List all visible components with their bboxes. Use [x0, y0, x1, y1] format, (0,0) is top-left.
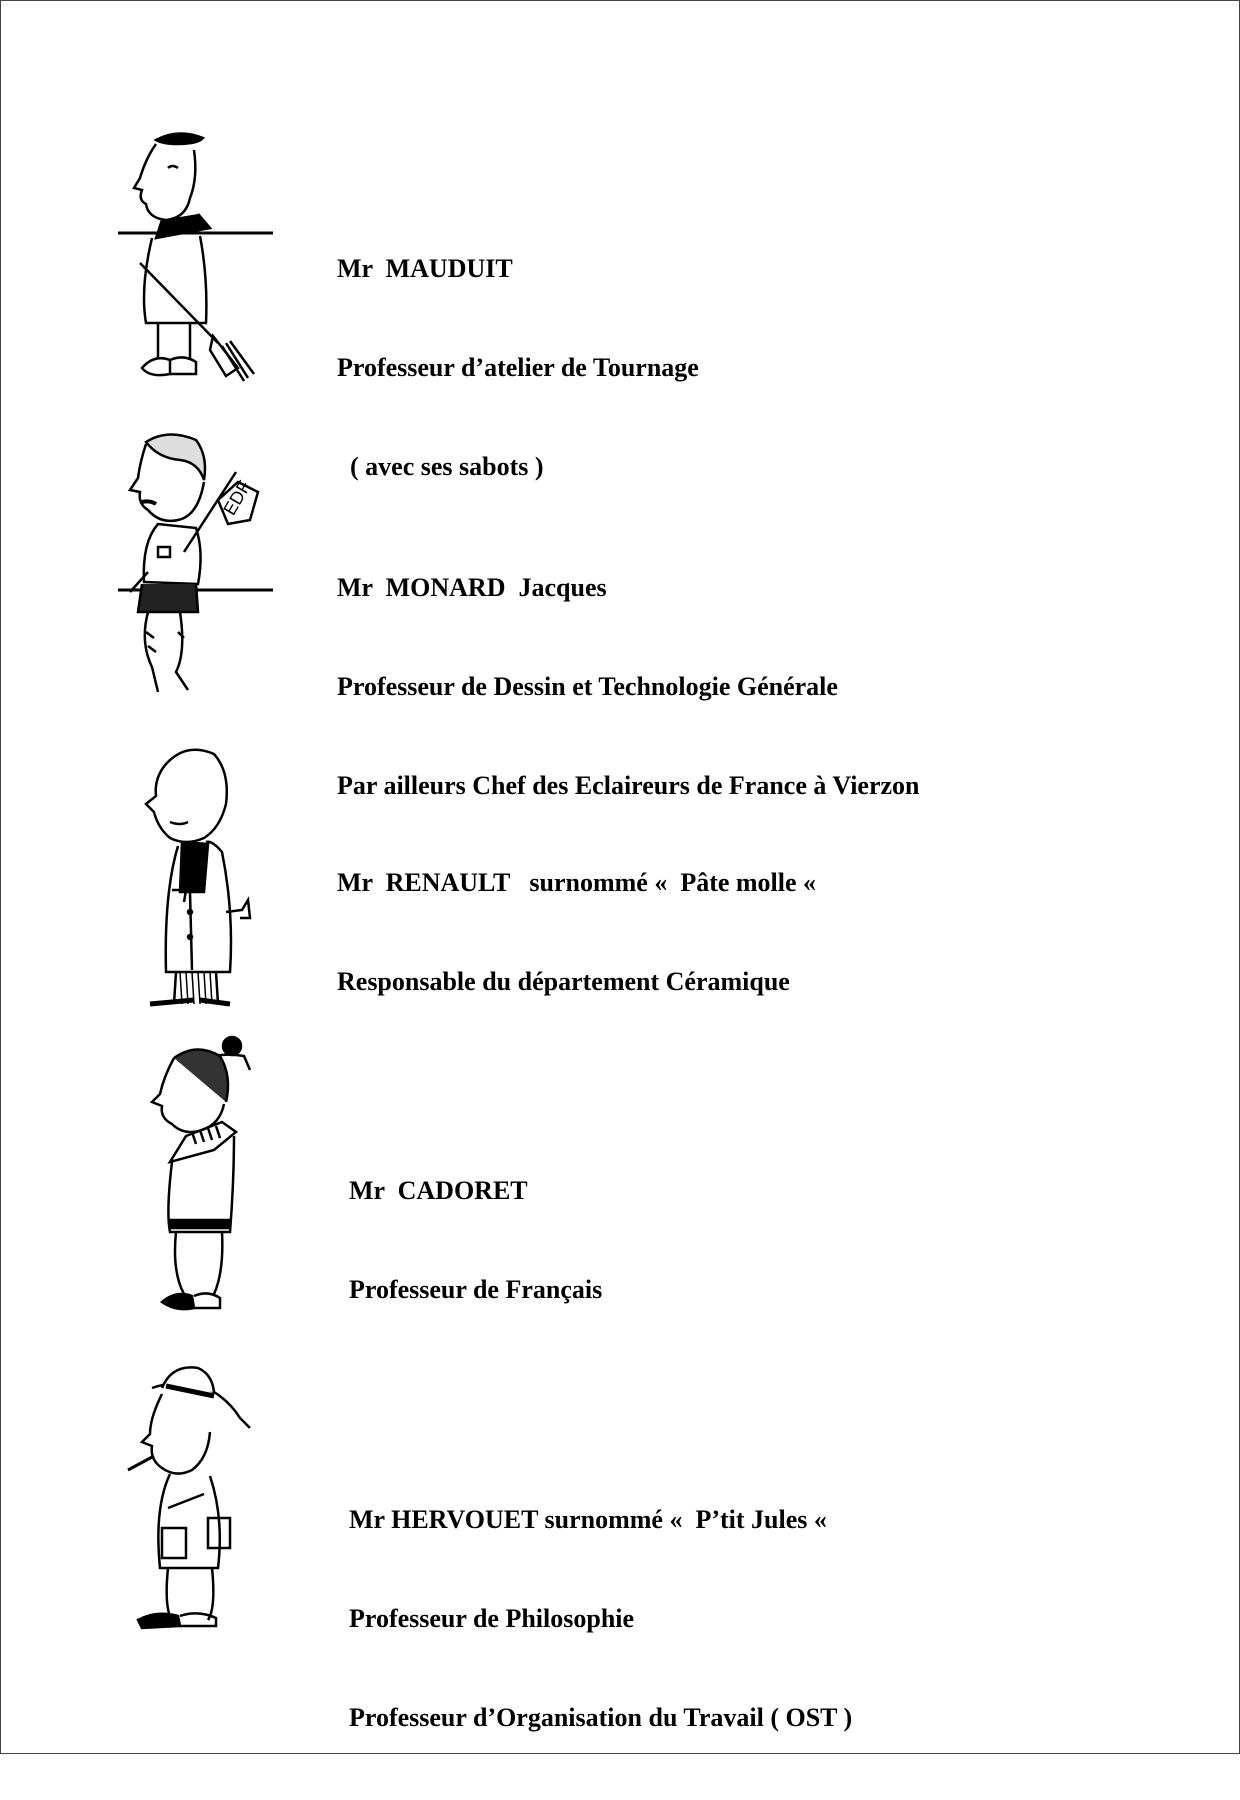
caricature-mauduit [118, 128, 278, 403]
role-line: Professeur de Philosophie [349, 1604, 635, 1633]
role-line: Responsable du département Céramique [337, 967, 790, 996]
name-line: Mr HERVOUET surnommé « P’tit Jules « [349, 1505, 827, 1534]
role-line: Professeur de Français [349, 1275, 603, 1304]
role-line-2: Professeur d’Organisation du Travail ( OST ) [349, 1703, 853, 1732]
caricature-cadoret [140, 1032, 280, 1322]
flag-label: EDF [219, 477, 255, 519]
name-line: Mr MONARD Jacques [337, 573, 607, 602]
name-line: Mr MAUDUIT [337, 254, 513, 283]
caption-mauduit [337, 186, 699, 549]
note-line: ( avec ses sabots ) [337, 452, 544, 481]
role-line: Professeur de Dessin et Technologie Générale [337, 672, 838, 701]
caricature-renault [130, 742, 280, 1012]
name-line: Mr CADORET [349, 1176, 528, 1205]
caption-renault [337, 800, 816, 1064]
caption-hervouet [349, 1437, 852, 1800]
caption-cadoret [349, 1108, 602, 1372]
caricature-monard [118, 432, 278, 702]
caricature-hervouet [118, 1358, 278, 1633]
note-line: Par ailleurs Chef des Eclaireurs de France à Vierzon [337, 771, 920, 800]
name-line: Mr RENAULT surnommé « Pâte molle « [337, 868, 817, 897]
role-line: Professeur d’atelier de Tournage [337, 353, 699, 382]
